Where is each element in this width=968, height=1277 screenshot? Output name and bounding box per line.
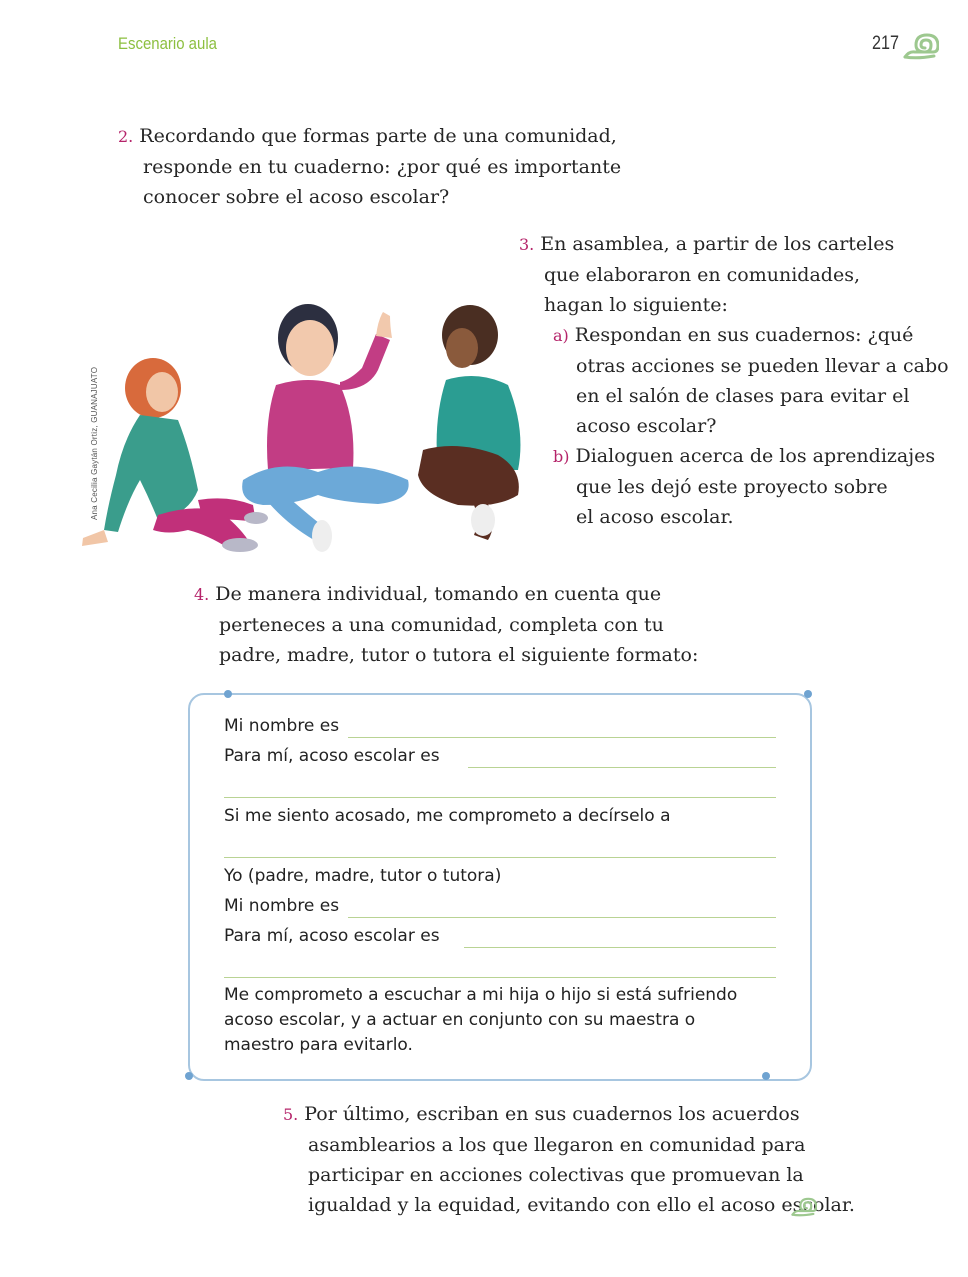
guardian-commitment-text (224, 983, 784, 1058)
item-text-line: en el salón de clases para evitar el (576, 385, 910, 407)
snail-icon (903, 30, 939, 60)
item-text-line: perteneces a una comunidad, completa con tu (219, 614, 664, 636)
item-text-line: que elaboraron en comunidades, (544, 264, 860, 286)
answer-line[interactable] (224, 977, 776, 978)
form-row-blank[interactable] (224, 770, 776, 800)
corner-dot (762, 1072, 770, 1080)
item-text-line: responde en tu cuaderno: ¿por qué es importante (143, 156, 622, 178)
item-number: 4. (194, 585, 210, 604)
answer-line[interactable] (348, 917, 776, 918)
item-text-line: hagan lo siguiente: (544, 294, 728, 316)
corner-dot (224, 690, 232, 698)
form-label: Para mí, acoso escolar es (224, 926, 440, 946)
item-text-line: Respondan en sus cuadernos: ¿qué (574, 324, 914, 346)
item-text-line: De manera individual, tomando en cuenta que (215, 583, 662, 605)
section-title: Escenario aula (118, 34, 217, 53)
item-text-line: Por último, escriban en sus cuadernos los acuerdos (304, 1103, 800, 1125)
item-text-line: otras acciones se pueden llevar a cabo (576, 355, 949, 377)
item-number: 2. (118, 127, 134, 146)
form-label: Yo (padre, madre, tutor o tutora) (224, 866, 502, 886)
boy-center-figure (242, 304, 408, 552)
boy-right-figure (418, 305, 520, 540)
answer-line[interactable] (224, 857, 776, 858)
form-row-guardian-definition[interactable] (224, 920, 776, 950)
item-text-line: En asamblea, a partir de los carteles (540, 233, 895, 255)
form-text-line: maestro para evitarlo. (224, 1035, 413, 1055)
item-text-line: padre, madre, tutor o tutora el siguiente formato: (219, 644, 699, 666)
item-text-line: asamblearios a los que llegaron en comunidad para (308, 1134, 806, 1156)
item-text-line: igualdad y la equidad, evitando con ello el acoso escolar. (308, 1194, 855, 1216)
item-text-line: el acoso escolar. (576, 506, 734, 528)
form-text-line: Me comprometo a escuchar a mi hija o hijo si está sufriendo (224, 985, 738, 1005)
item-number: 3. (519, 235, 535, 254)
snail-end-icon (791, 1195, 817, 1217)
item-text-line: conocer sobre el acoso escolar? (143, 186, 450, 208)
item-text-line: que les dejó este proyecto sobre (576, 476, 888, 498)
form-label: Para mí, acoso escolar es (224, 746, 440, 766)
item-text-line: Dialoguen acerca de los aprendizajes (575, 445, 936, 467)
illustration-credit: Ana Cecilia Gaytán Ortiz, GUANAJUATO (90, 366, 99, 520)
subitem-b (519, 441, 949, 472)
form-row-guardian (224, 860, 776, 890)
form-row-guardian-name[interactable] (224, 890, 776, 920)
form-row-blank[interactable] (224, 830, 776, 860)
item-text-line: acoso escolar? (576, 415, 717, 437)
form-label: Mi nombre es (224, 896, 340, 916)
girl-figure (82, 358, 268, 552)
form-row-name[interactable] (224, 710, 776, 740)
answer-line[interactable] (464, 947, 776, 948)
answer-line[interactable] (348, 737, 776, 738)
form-row-definition[interactable] (224, 740, 776, 770)
activity-4 (194, 579, 698, 670)
corner-dot (804, 690, 812, 698)
form-label: Mi nombre es (224, 716, 340, 736)
form-text-line: acoso escolar, y a actuar en conjunto con su maestra o (224, 1010, 696, 1030)
subitem-letter: b) (553, 447, 570, 466)
item-text-line: Recordando que formas parte de una comunidad, (139, 125, 617, 147)
activity-3 (519, 229, 949, 532)
corner-dot (185, 1072, 193, 1080)
subitem-a (519, 320, 949, 351)
subitem-letter: a) (553, 326, 569, 345)
form-row-commitment (224, 800, 776, 830)
form-label: Si me siento acosado, me comprometo a decírselo a (224, 806, 671, 826)
activity-2 (118, 121, 621, 212)
activity-5 (283, 1099, 855, 1220)
answer-line[interactable] (224, 797, 776, 798)
item-number: 5. (283, 1105, 299, 1124)
answer-line[interactable] (468, 767, 776, 768)
item-text-line: participar en acciones colectivas que promuevan la (308, 1164, 804, 1186)
form-row-blank[interactable] (224, 950, 776, 980)
page-number: 217 (872, 33, 899, 54)
children-illustration (78, 290, 528, 562)
